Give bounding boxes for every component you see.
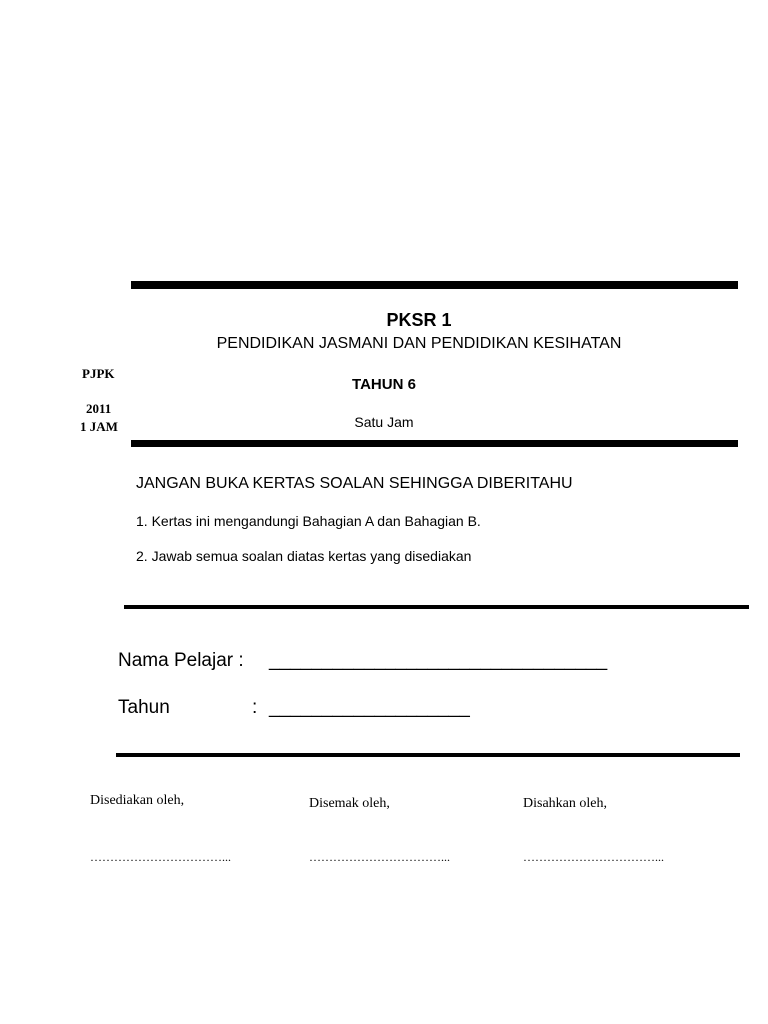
- student-name-label: Nama Pelajar :: [118, 650, 244, 671]
- subject-code: PJPK: [82, 366, 115, 381]
- subject-title: PENDIDIKAN JASMANI DAN PENDIDIKAN KESIHATAN: [216, 335, 622, 352]
- year-field[interactable]: ___________________: [269, 697, 470, 718]
- warning-text: JANGAN BUKA KERTAS SOALAN SEHINGGA DIBERITAHU: [136, 475, 573, 492]
- exam-code: PKSR 1: [386, 310, 452, 330]
- duration-short: 1 JAM: [80, 419, 118, 434]
- approved-by-label: Disahkan oleh,: [523, 796, 607, 811]
- instructions-divider: [124, 605, 749, 609]
- student-name-field[interactable]: ________________________________: [269, 650, 608, 671]
- year-field-colon: :: [252, 697, 258, 718]
- exam-year: 2011: [86, 401, 112, 416]
- prepared-by-signature-line: ……………………………...: [90, 850, 231, 864]
- checked-by-signature-line: ……………………………...: [309, 850, 450, 864]
- header-bottom-rule: [131, 440, 738, 447]
- fields-divider: [116, 753, 740, 757]
- approved-by-signature-line: ……………………………...: [523, 850, 664, 864]
- year-level: TAHUN 6: [352, 376, 416, 393]
- checked-by-label: Disemak oleh,: [309, 796, 390, 811]
- instruction-item: 2. Jawab semua soalan diatas kertas yang disediakan: [136, 548, 472, 564]
- year-field-label: Tahun: [118, 697, 170, 718]
- prepared-by-label: Disediakan oleh,: [90, 793, 185, 808]
- duration: Satu Jam: [354, 414, 414, 430]
- header-top-rule: [131, 281, 738, 289]
- instruction-item: 1. Kertas ini mengandungi Bahagian A dan Bahagian B.: [136, 513, 481, 529]
